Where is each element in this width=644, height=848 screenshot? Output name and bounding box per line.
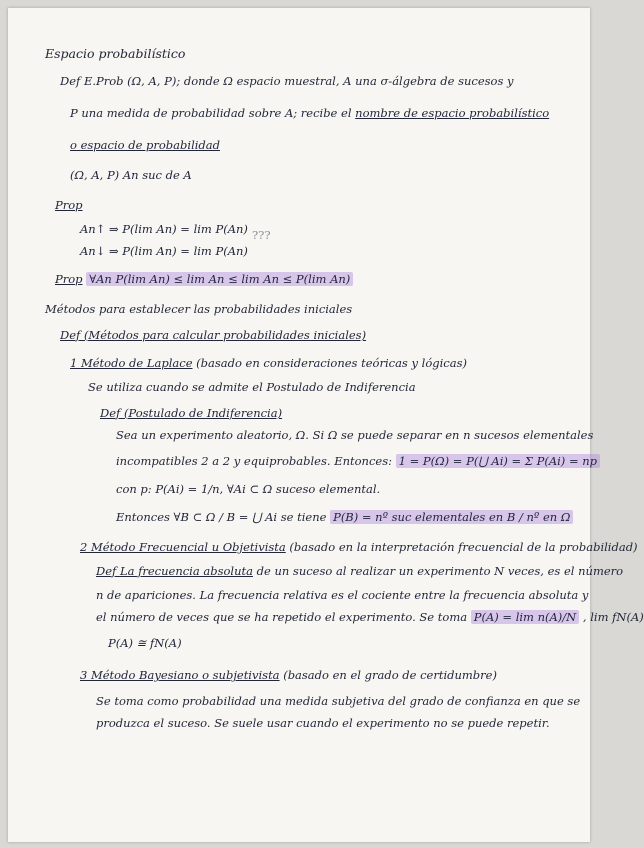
laplace-rule-formula: P(B) = nº suc elementales en B / nº en Ω: [330, 510, 573, 524]
laplace-basis: (basado en consideraciones teóricas y lógicas): [192, 356, 467, 370]
page-title: Espacio probabilístico: [45, 46, 186, 61]
laplace-heading: [70, 356, 467, 370]
bayesian-line-1: Se toma como probabilidad una medida subjetiva del grado de confianza en que se: [96, 694, 581, 708]
frequency-limit-alt: , lim fN(A): [579, 610, 644, 624]
postulate-line-4: [116, 510, 573, 524]
prop-inequality-formula: ∀An P(lim An) ≤ lim An ≤ lim An ≤ P(lim An): [86, 272, 353, 286]
frequentist-basis: (basado en la interpretación frecuencial de la probabilidad): [285, 540, 638, 554]
bayesian-title: 3 Método Bayesiano o subjetivista: [80, 668, 280, 682]
postulate-line-1: Sea un experimento aleatorio, Ω. Si Ω se puede separar en n sucesos elementales: [116, 428, 594, 442]
methods-heading: Métodos para establecer las probabilidades iniciales: [45, 302, 353, 316]
postulate-line-3: con p: P(Ai) = 1/n, ∀Ai ⊂ Ω suceso elemental.: [116, 482, 381, 496]
postulate-text-b: Entonces ∀B ⊂ Ω / B = ⋃ Ai se tiene: [116, 510, 331, 524]
frequentist-text: de un suceso al realizar un experimento N veces, es el número: [252, 564, 624, 578]
indifference-postulate-def: Def (Postulado de Indiferencia): [100, 406, 283, 420]
prop-label: Prop: [55, 198, 83, 212]
prop-inequality-label: Prop: [55, 272, 83, 286]
prop-question-note: ???: [252, 228, 271, 242]
prop-decreasing: An↓ ⇒ P(lim An) = lim P(An): [80, 244, 248, 258]
frequentist-text-b: el número de veces que se ha repetido el experimento. Se toma: [96, 610, 471, 624]
laplace-title: 1 Método de Laplace: [70, 356, 193, 370]
frequentist-heading: [80, 540, 638, 554]
postulate-text: incompatibles 2 a 2 y equiprobables. Entonces:: [116, 454, 396, 468]
definition-espacio-line-1: Def E.Prob (Ω, A, P); donde Ω espacio muestral, A una σ-álgebra de sucesos y: [60, 74, 514, 88]
frequentist-line-1: [96, 564, 623, 578]
frequency-approx: P(A) ≅ fN(A): [108, 636, 182, 650]
frequentist-line-2: n de apariciones. La frecuencia relativa es el cociente entre la frecuencia absoluta y: [96, 588, 589, 602]
probability-triple: (Ω, A, P) An suc de A: [70, 168, 192, 182]
frequentist-line-3: [96, 610, 644, 624]
notebook-page: [8, 8, 644, 842]
bayesian-line-2: produzca el suceso. Se suele usar cuando el experimento no se puede repetir.: [96, 716, 550, 730]
postulate-formula: 1 = P(Ω) = P(⋃ Ai) = Σ P(Ai) = np: [396, 454, 600, 468]
frequency-limit-formula: P(A) = lim n(A)/N: [471, 610, 580, 624]
definition-espacio-line-2: [70, 106, 549, 120]
bayesian-basis: (basado en el grado de certidumbre): [279, 668, 497, 682]
definition-name-underlined: nombre de espacio probabilístico: [355, 106, 550, 120]
definition-espacio-line-3: o espacio de probabilidad: [70, 138, 220, 152]
definition-text: P una medida de probabilidad sobre A; recibe el: [70, 106, 356, 120]
laplace-usage: Se utiliza cuando se admite el Postulado de Indiferencia: [88, 380, 416, 394]
bayesian-heading: [80, 668, 497, 682]
frequentist-title: 2 Método Frecuencial u Objetivista: [80, 540, 286, 554]
postulate-line-2: [116, 454, 600, 468]
prop-inequality: [55, 272, 353, 286]
methods-definition: Def (Métodos para calcular probabilidades iniciales): [60, 328, 367, 342]
def-label: Def: [96, 564, 120, 578]
prop-increasing: An↑ ⇒ P(lim An) = lim P(An): [80, 222, 248, 236]
absolute-frequency-term: La frecuencia absoluta: [119, 564, 253, 578]
